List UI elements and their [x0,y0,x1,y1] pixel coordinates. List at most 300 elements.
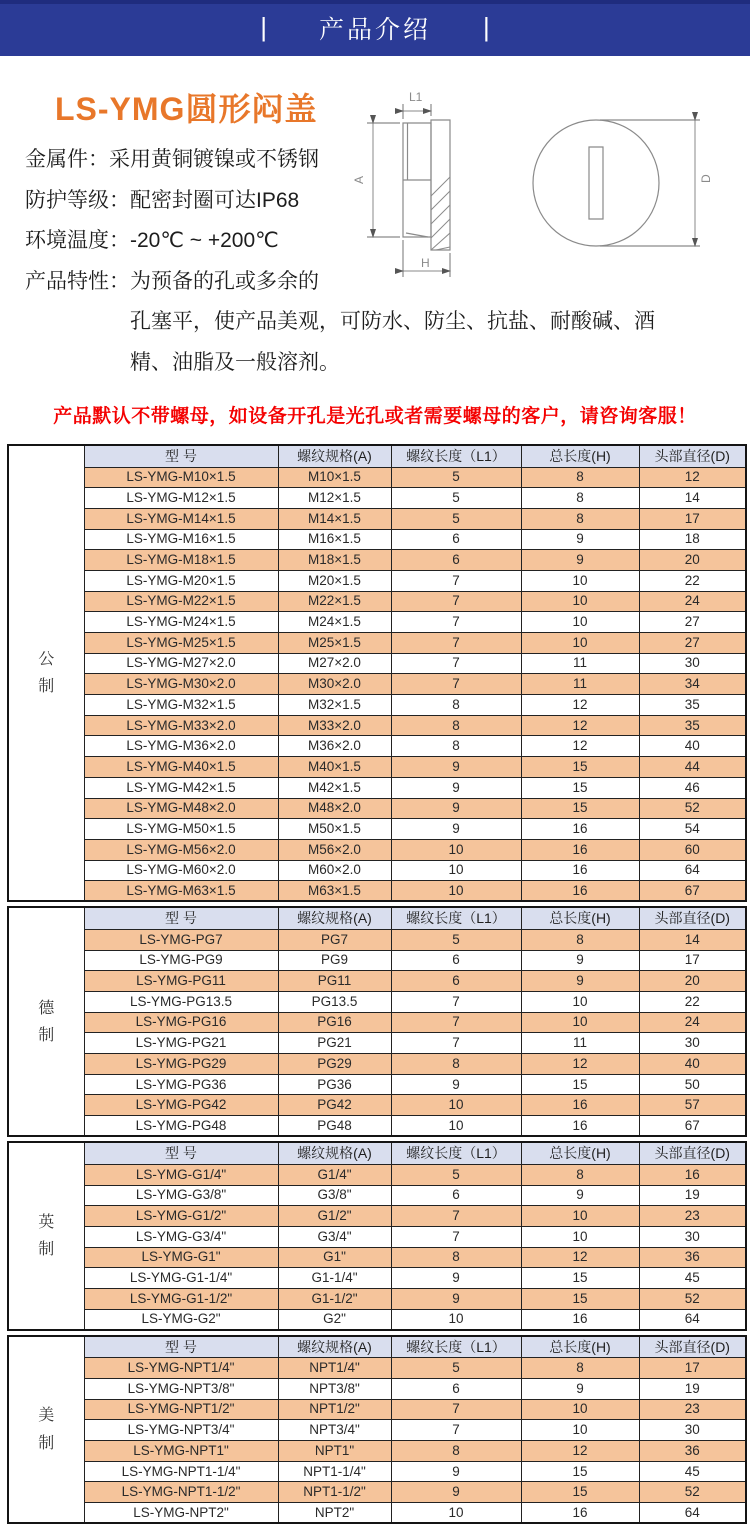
column-header: 螺纹规格(A) [278,1142,391,1164]
model-cell: LS-YMG-M36×2.0 [84,736,278,757]
thread-spec-cell: M42×1.5 [278,777,391,798]
table-row [8,971,746,992]
thread-length-cell: 8 [391,1247,521,1268]
thread-length-cell: 9 [391,1461,521,1482]
thread-spec-cell: PG42 [278,1095,391,1116]
thread-spec-cell: NPT1/2" [278,1399,391,1420]
model-cell: LS-YMG-G1-1/2" [84,1288,278,1309]
thread-spec-cell: M40×1.5 [278,757,391,778]
total-length-cell: 12 [521,1054,639,1075]
technical-drawing [348,70,750,312]
notice-text: 产品默认不带螺母，如设备开孔是光孔或者需要螺母的客户，请咨询客服！ [53,406,697,427]
model-cell: LS-YMG-PG13.5 [84,992,278,1013]
front-view-slot [589,147,603,219]
total-length-cell: 10 [521,612,639,633]
section-hatching [431,177,450,250]
category-label: 公 制 [8,445,84,901]
table-row [8,798,746,819]
total-length-cell: 12 [521,715,639,736]
thread-spec-cell: PG48 [278,1116,391,1137]
model-cell: LS-YMG-M27×2.0 [84,653,278,674]
head-diameter-cell: 64 [639,1503,746,1524]
head-diameter-cell: 22 [639,992,746,1013]
model-cell: LS-YMG-NPT1-1/4" [84,1461,278,1482]
head-diameter-cell: 17 [639,950,746,971]
thread-spec-cell: M14×1.5 [278,508,391,529]
table-row [8,653,746,674]
head-diameter-cell: 12 [639,467,746,488]
table-row [8,929,746,950]
front-view-circle [533,120,659,246]
head-diameter-cell: 19 [639,1379,746,1400]
total-length-cell: 15 [521,798,639,819]
model-cell: LS-YMG-PG11 [84,971,278,992]
thread-spec-cell: PG7 [278,929,391,950]
thread-spec-cell: M60×2.0 [278,860,391,881]
thread-length-cell: 8 [391,736,521,757]
thread-spec-cell: M50×1.5 [278,819,391,840]
thread-spec-cell: M36×2.0 [278,736,391,757]
thread-spec-cell: M27×2.0 [278,653,391,674]
thread-length-cell: 7 [391,1399,521,1420]
thread-spec-cell: NPT1-1/4" [278,1461,391,1482]
thread-spec-cell: M24×1.5 [278,612,391,633]
head-diameter-cell: 67 [639,1116,746,1137]
spec-line-feature-cont2: 精、油脂及一般溶剂。 [130,350,340,374]
thread-length-cell: 8 [391,695,521,716]
model-cell: LS-YMG-PG42 [84,1095,278,1116]
thread-spec-cell: M18×1.5 [278,550,391,571]
thread-length-cell: 6 [391,1185,521,1206]
head-diameter-cell: 60 [639,839,746,860]
column-header: 型 号 [84,1336,278,1358]
thread-length-cell: 9 [391,1268,521,1289]
model-cell: LS-YMG-M30×2.0 [84,674,278,695]
thread-length-cell: 7 [391,653,521,674]
thread-spec-cell: PG16 [278,1012,391,1033]
column-header: 总长度(H) [521,1336,639,1358]
head-diameter-cell: 27 [639,612,746,633]
model-cell: LS-YMG-M10×1.5 [84,467,278,488]
product-title: LS-YMG圆形闷盖 [55,91,318,127]
thread-length-cell: 6 [391,550,521,571]
thread-spec-cell: PG36 [278,1074,391,1095]
header-row [8,1336,746,1358]
left-divider-bar: | [260,11,267,42]
thread-spec-cell: G3/8" [278,1185,391,1206]
table-row [8,467,746,488]
head-diameter-cell: 46 [639,777,746,798]
thread-length-cell: 6 [391,971,521,992]
thread-length-cell: 7 [391,570,521,591]
table-row [8,860,746,881]
model-cell: LS-YMG-NPT1" [84,1441,278,1462]
thread-spec-cell: G1-1/2" [278,1288,391,1309]
total-length-cell: 10 [521,1206,639,1227]
table-row [8,736,746,757]
total-length-cell: 8 [521,929,639,950]
thread-length-cell: 6 [391,1379,521,1400]
thread-length-cell: 9 [391,798,521,819]
spec-table-npt [7,1335,747,1525]
total-length-cell: 15 [521,1074,639,1095]
thread-length-cell: 10 [391,1309,521,1330]
column-header: 螺纹长度（L1） [391,1142,521,1164]
thread-spec-cell: NPT1/4" [278,1358,391,1379]
thread-spec-cell: M30×2.0 [278,674,391,695]
model-cell: LS-YMG-PG16 [84,1012,278,1033]
thread-length-cell: 7 [391,1012,521,1033]
table-row [8,757,746,778]
thread-spec-cell: M10×1.5 [278,467,391,488]
head-diameter-cell: 23 [639,1399,746,1420]
column-header: 总长度(H) [521,907,639,929]
head-diameter-cell: 45 [639,1461,746,1482]
column-header: 头部直径(D) [639,1142,746,1164]
table-row [8,950,746,971]
table-row [8,777,746,798]
thread-spec-cell: G1/2" [278,1206,391,1227]
dim-label-a: A [352,175,366,184]
column-header: 螺纹长度（L1） [391,907,521,929]
total-length-cell: 12 [521,1247,639,1268]
model-cell: LS-YMG-PG21 [84,1033,278,1054]
category-label: 美 制 [8,1336,84,1524]
spec-line-feature: 产品特性：为预备的孔或多余的 [25,269,319,293]
thread-length-cell: 5 [391,1164,521,1185]
thread-length-cell: 9 [391,1288,521,1309]
head-diameter-cell: 30 [639,653,746,674]
model-cell: LS-YMG-PG29 [84,1054,278,1075]
thread-length-cell: 5 [391,1358,521,1379]
head-diameter-cell: 64 [639,1309,746,1330]
thread-length-cell: 7 [391,591,521,612]
head-diameter-cell: 50 [639,1074,746,1095]
table-row [8,1309,746,1330]
model-cell: LS-YMG-M32×1.5 [84,695,278,716]
thread-length-cell: 9 [391,757,521,778]
total-length-cell: 8 [521,467,639,488]
thread-length-cell: 7 [391,1206,521,1227]
thread-length-cell: 7 [391,992,521,1013]
table-row [8,1116,746,1137]
head-diameter-cell: 45 [639,1268,746,1289]
head-diameter-cell: 54 [639,819,746,840]
model-cell: LS-YMG-G1/4" [84,1164,278,1185]
total-length-cell: 16 [521,1116,639,1137]
table-row [8,839,746,860]
thread-length-cell: 6 [391,950,521,971]
thread-length-cell: 7 [391,1033,521,1054]
spec-line-metal: 金属件：采用黄铜镀镍或不锈钢 [25,148,319,171]
spec-table-g [7,1141,747,1331]
head-diameter-cell: 30 [639,1420,746,1441]
table-row [8,591,746,612]
spec-table-pg [7,906,747,1137]
thread-length-cell: 5 [391,488,521,509]
model-cell: LS-YMG-M33×2.0 [84,715,278,736]
head-diameter-cell: 17 [639,1358,746,1379]
column-header: 头部直径(D) [639,445,746,467]
category-label: 英 制 [8,1142,84,1330]
thread-spec-cell: PG9 [278,950,391,971]
model-cell: LS-YMG-M16×1.5 [84,529,278,550]
thread-spec-cell: G2" [278,1309,391,1330]
model-cell: LS-YMG-NPT3/8" [84,1379,278,1400]
thread-spec-cell: PG21 [278,1033,391,1054]
total-length-cell: 15 [521,1482,639,1503]
table-row [8,1441,746,1462]
model-cell: LS-YMG-PG48 [84,1116,278,1137]
total-length-cell: 15 [521,1268,639,1289]
header-bar [0,0,750,56]
total-length-cell: 9 [521,550,639,571]
model-cell: LS-YMG-NPT1/4" [84,1358,278,1379]
thread-spec-cell: M25×1.5 [278,633,391,654]
spec-tables [7,444,745,1528]
total-length-cell: 15 [521,757,639,778]
thread-spec-cell: PG13.5 [278,992,391,1013]
column-header: 螺纹长度（L1） [391,445,521,467]
table-row [8,1206,746,1227]
column-header: 螺纹长度（L1） [391,1336,521,1358]
column-header: 总长度(H) [521,445,639,467]
model-cell: LS-YMG-M24×1.5 [84,612,278,633]
thread-length-cell: 6 [391,529,521,550]
total-length-cell: 16 [521,819,639,840]
thread-length-cell: 5 [391,929,521,950]
head-diameter-cell: 40 [639,736,746,757]
model-cell: LS-YMG-G1/2" [84,1206,278,1227]
table-row [8,612,746,633]
head-diameter-cell: 20 [639,971,746,992]
head-diameter-cell: 17 [639,508,746,529]
model-cell: LS-YMG-NPT3/4" [84,1420,278,1441]
table-row [8,1288,746,1309]
head-diameter-cell: 27 [639,633,746,654]
table-row [8,1420,746,1441]
column-header: 头部直径(D) [639,907,746,929]
column-header: 螺纹规格(A) [278,907,391,929]
thread-length-cell: 9 [391,777,521,798]
table-row [8,1399,746,1420]
header-row [8,907,746,929]
column-header: 型 号 [84,1142,278,1164]
thread-spec-cell: NPT3/8" [278,1379,391,1400]
header-row [8,445,746,467]
thread-spec-cell: M48×2.0 [278,798,391,819]
thread-spec-cell: M63×1.5 [278,881,391,902]
model-cell: LS-YMG-M63×1.5 [84,881,278,902]
thread-length-cell: 8 [391,1054,521,1075]
thread-spec-cell: M20×1.5 [278,570,391,591]
spec-line-temperature: 环境温度：-20℃ ~ +200℃ [25,229,279,252]
head-diameter-cell: 35 [639,695,746,716]
thread-length-cell: 7 [391,1420,521,1441]
thread-length-cell: 10 [391,1116,521,1137]
model-cell: LS-YMG-G2" [84,1309,278,1330]
thread-length-cell: 10 [391,839,521,860]
total-length-cell: 16 [521,1095,639,1116]
total-length-cell: 10 [521,1226,639,1247]
table-row [8,1268,746,1289]
head-diameter-cell: 20 [639,550,746,571]
table-row [8,1012,746,1033]
model-cell: LS-YMG-PG7 [84,929,278,950]
dim-label-d: D [699,174,713,183]
table-row [8,1033,746,1054]
total-length-cell: 10 [521,992,639,1013]
thread-spec-cell: G1/4" [278,1164,391,1185]
total-length-cell: 15 [521,1288,639,1309]
model-cell: LS-YMG-G3/8" [84,1185,278,1206]
total-length-cell: 12 [521,736,639,757]
table-row [8,992,746,1013]
thread-spec-cell: M33×2.0 [278,715,391,736]
model-cell: LS-YMG-M14×1.5 [84,508,278,529]
total-length-cell: 9 [521,529,639,550]
top-accent-strip [0,0,750,4]
thread-spec-cell: M22×1.5 [278,591,391,612]
model-cell: LS-YMG-M20×1.5 [84,570,278,591]
table-row [8,550,746,571]
table-row [8,529,746,550]
table-row [8,1461,746,1482]
thread-length-cell: 5 [391,508,521,529]
model-cell: LS-YMG-PG36 [84,1074,278,1095]
head-diameter-cell: 18 [639,529,746,550]
total-length-cell: 16 [521,839,639,860]
table-row [8,881,746,902]
model-cell: LS-YMG-M18×1.5 [84,550,278,571]
model-cell: LS-YMG-G1-1/4" [84,1268,278,1289]
thread-length-cell: 10 [391,860,521,881]
table-row [8,1482,746,1503]
total-length-cell: 16 [521,881,639,902]
table-row [8,1164,746,1185]
thread-spec-cell: PG29 [278,1054,391,1075]
table-row [8,695,746,716]
total-length-cell: 8 [521,1358,639,1379]
side-view-head [431,120,450,250]
thread-spec-cell: G1-1/4" [278,1268,391,1289]
model-cell: LS-YMG-M22×1.5 [84,591,278,612]
column-header: 螺纹规格(A) [278,445,391,467]
model-cell: LS-YMG-M60×2.0 [84,860,278,881]
head-diameter-cell: 52 [639,1288,746,1309]
total-length-cell: 16 [521,1503,639,1524]
head-diameter-cell: 64 [639,860,746,881]
head-diameter-cell: 23 [639,1206,746,1227]
head-diameter-cell: 14 [639,929,746,950]
thread-length-cell: 9 [391,1074,521,1095]
total-length-cell: 10 [521,570,639,591]
total-length-cell: 16 [521,1309,639,1330]
thread-spec-cell: PG11 [278,971,391,992]
thread-length-cell: 7 [391,1226,521,1247]
thread-spec-cell: G1" [278,1247,391,1268]
thread-spec-cell: M16×1.5 [278,529,391,550]
head-diameter-cell: 35 [639,715,746,736]
model-cell: LS-YMG-M48×2.0 [84,798,278,819]
total-length-cell: 11 [521,674,639,695]
head-diameter-cell: 40 [639,1054,746,1075]
thread-spec-cell: NPT1" [278,1441,391,1462]
model-cell: LS-YMG-PG9 [84,950,278,971]
table-row [8,508,746,529]
total-length-cell: 9 [521,971,639,992]
table-row [8,1503,746,1524]
model-cell: LS-YMG-M25×1.5 [84,633,278,654]
thread-spec-cell: M56×2.0 [278,839,391,860]
total-length-cell: 10 [521,591,639,612]
total-length-cell: 8 [521,488,639,509]
thread-length-cell: 9 [391,819,521,840]
page-title: 产品介绍 [318,16,431,44]
table-row [8,1095,746,1116]
category-label: 德 制 [8,907,84,1136]
model-cell: LS-YMG-M50×1.5 [84,819,278,840]
total-length-cell: 11 [521,653,639,674]
thread-spec-cell: NPT3/4" [278,1420,391,1441]
total-length-cell: 11 [521,1033,639,1054]
dim-label-h: H [421,256,430,270]
model-cell: LS-YMG-M12×1.5 [84,488,278,509]
total-length-cell: 15 [521,1461,639,1482]
total-length-cell: 9 [521,1379,639,1400]
thread-length-cell: 5 [391,467,521,488]
thread-length-cell: 7 [391,633,521,654]
head-diameter-cell: 44 [639,757,746,778]
head-diameter-cell: 16 [639,1164,746,1185]
column-header: 型 号 [84,445,278,467]
head-diameter-cell: 30 [639,1033,746,1054]
table-row [8,1185,746,1206]
model-cell: LS-YMG-M40×1.5 [84,757,278,778]
head-diameter-cell: 34 [639,674,746,695]
table-row [8,819,746,840]
total-length-cell: 16 [521,860,639,881]
table-row [8,1247,746,1268]
column-header: 头部直径(D) [639,1336,746,1358]
column-header: 型 号 [84,907,278,929]
thread-length-cell: 9 [391,1482,521,1503]
head-diameter-cell: 36 [639,1441,746,1462]
head-diameter-cell: 24 [639,1012,746,1033]
head-diameter-cell: 57 [639,1095,746,1116]
thread-length-cell: 7 [391,674,521,695]
total-length-cell: 10 [521,1420,639,1441]
thread-spec-cell: M32×1.5 [278,695,391,716]
dim-label-l1: L1 [409,90,423,104]
table-row [8,674,746,695]
head-diameter-cell: 19 [639,1185,746,1206]
total-length-cell: 15 [521,777,639,798]
spec-table-metric [7,444,747,902]
column-header: 螺纹规格(A) [278,1336,391,1358]
table-row [8,1054,746,1075]
thread-length-cell: 10 [391,1503,521,1524]
column-header: 总长度(H) [521,1142,639,1164]
total-length-cell: 12 [521,1441,639,1462]
head-diameter-cell: 24 [639,591,746,612]
thread-length-cell: 7 [391,612,521,633]
model-cell: LS-YMG-NPT2" [84,1503,278,1524]
total-length-cell: 10 [521,1399,639,1420]
total-length-cell: 10 [521,633,639,654]
total-length-cell: 8 [521,1164,639,1185]
total-length-cell: 10 [521,1012,639,1033]
